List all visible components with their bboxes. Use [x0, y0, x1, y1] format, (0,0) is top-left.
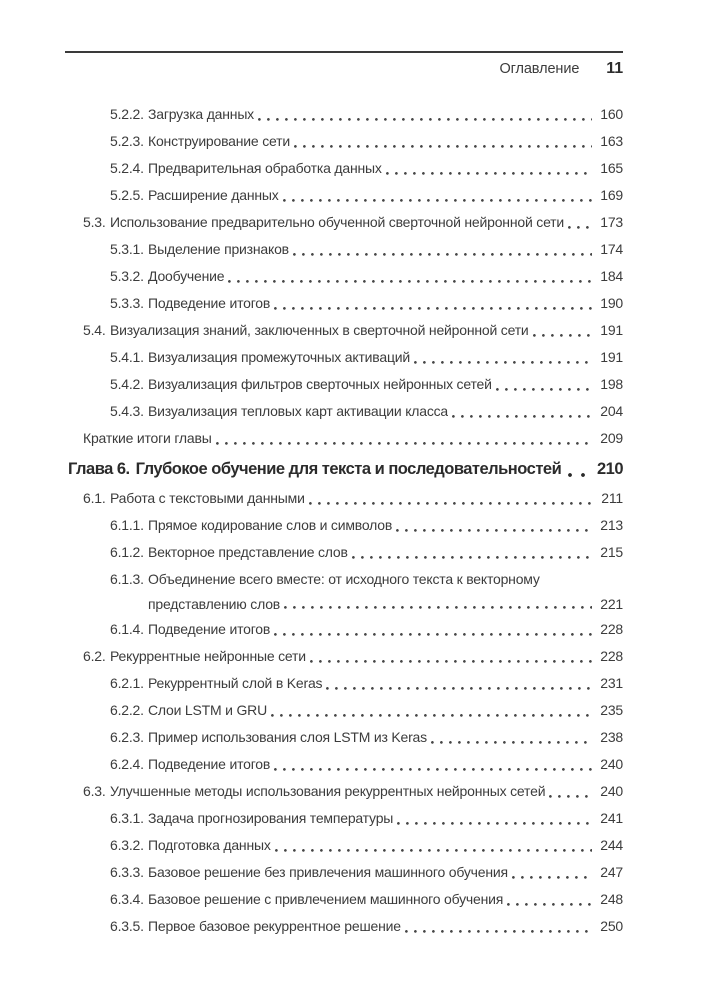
toc-entry-title: Объединение всего вместе: от исходного текста к векторному — [148, 571, 540, 587]
toc-entry — [65, 616, 623, 643]
toc-entry — [65, 236, 623, 263]
toc-entry-number: 5.3.1. — [110, 241, 144, 257]
dot-leader — [310, 660, 592, 663]
toc-entry-number: 6.3. — [83, 783, 106, 799]
toc-entry-title: Глубокое обучение для текста и последовательностей — [135, 460, 562, 478]
toc-entry-page: 204 — [600, 403, 623, 419]
dot-leader — [431, 741, 592, 744]
dot-leader — [283, 199, 592, 202]
toc-entry — [65, 913, 623, 940]
dot-leader — [309, 502, 592, 505]
toc-entry — [65, 751, 623, 778]
toc-entry-number: 6.2. — [83, 648, 106, 664]
dot-leader — [512, 876, 592, 879]
toc-entry-title: Рекуррентные нейронные сети — [110, 648, 306, 664]
toc-entry — [65, 832, 623, 859]
toc-entry — [65, 643, 623, 670]
toc-entry-page: 244 — [600, 837, 623, 853]
toc-entry-number: 6.3.5. — [110, 918, 144, 934]
toc-entry-page: 163 — [600, 133, 623, 149]
toc-entry — [65, 859, 623, 886]
dot-leader — [284, 606, 592, 609]
toc-entry — [65, 209, 623, 236]
toc-entry — [65, 425, 623, 452]
toc-entry-title: Расширение данных — [148, 187, 279, 203]
toc-entry-number: 6.1. — [83, 490, 106, 506]
toc-entry-number: 6.2.3. — [110, 729, 144, 745]
toc-entry-page: 248 — [600, 891, 623, 907]
toc-entry-number: Глава 6. — [68, 460, 130, 478]
toc-entry-title: Визуализация фильтров сверточных нейронных сетей — [148, 376, 492, 392]
toc-entry-page: 211 — [601, 490, 623, 506]
toc-entry-title: Выделение признаков — [148, 241, 289, 257]
toc-entry-page: 231 — [600, 675, 623, 691]
toc-entry — [65, 539, 623, 566]
toc-entry-number: 6.3.3. — [110, 864, 144, 880]
dot-leader — [405, 930, 592, 933]
dot-leader — [274, 307, 592, 310]
toc-entry-title: Улучшенные методы использования рекуррентных нейронных сетей — [110, 783, 546, 799]
toc-entry — [65, 670, 623, 697]
header-section-title: Оглавление — [499, 61, 580, 77]
toc-entry — [65, 805, 623, 832]
toc-entry — [65, 398, 623, 425]
dot-leader — [293, 253, 592, 256]
toc-entry-page: 209 — [600, 430, 623, 446]
dot-leader — [507, 903, 592, 906]
toc-entry-page: 215 — [600, 544, 623, 560]
toc-entry-page: 247 — [600, 864, 623, 880]
dot-leader — [271, 714, 592, 717]
toc-entry-title: Загрузка данных — [148, 106, 254, 122]
dot-leader — [397, 822, 592, 825]
dot-leader — [452, 415, 592, 418]
toc-entry-title: Пример использования слоя LSTM из Keras — [148, 729, 427, 745]
toc-entry-page: 184 — [600, 268, 623, 284]
toc-entry-title: Векторное представление слов — [148, 544, 348, 560]
toc-entry-title-continued: представлению слов — [148, 596, 281, 612]
toc-entry-title: Визуализация промежуточных активаций — [148, 349, 411, 365]
toc-entry — [65, 566, 623, 593]
toc-entry-page: 191 — [600, 349, 623, 365]
toc-entry-title: Визуализация тепловых карт активации класса — [148, 403, 449, 419]
dot-leader — [216, 442, 592, 445]
toc-entry-number: 5.2.2. — [110, 106, 144, 122]
toc-entry — [65, 182, 623, 209]
dot-leader — [274, 768, 592, 771]
toc-entry-title: Дообучение — [148, 268, 225, 284]
toc-entry-number: 6.1.2. — [110, 544, 144, 560]
toc-entry-number: 5.2.5. — [110, 187, 144, 203]
toc-entry-number: 5.3.2. — [110, 268, 144, 284]
dot-leader — [396, 529, 592, 532]
toc-entry-page: 240 — [600, 756, 623, 772]
table-of-contents — [65, 101, 623, 940]
toc-entry-number: 5.3. — [83, 214, 106, 230]
toc-entry — [65, 290, 623, 317]
toc-entry-number: 5.4.2. — [110, 376, 144, 392]
toc-entry-page: 228 — [600, 621, 623, 637]
toc-entry-page: 213 — [600, 517, 623, 533]
toc-entry-number: 6.1.3. — [110, 571, 144, 587]
dot-leader — [294, 145, 592, 148]
toc-entry-title: Рекуррентный слой в Keras — [148, 675, 323, 691]
toc-entry — [65, 155, 623, 182]
toc-entry — [65, 724, 623, 751]
dot-leader — [228, 280, 592, 283]
toc-entry-number: 5.3.3. — [110, 295, 144, 311]
toc-entry-title: Задача прогнозирования температуры — [148, 810, 394, 826]
toc-chapter-entry — [65, 454, 623, 484]
page-header — [65, 59, 623, 79]
toc-entry-number: 6.3.4. — [110, 891, 144, 907]
toc-entry-title: Предварительная обработка данных — [148, 160, 382, 176]
toc-entry-page: 173 — [600, 214, 623, 230]
toc-entry-page: 238 — [600, 729, 623, 745]
dot-leader — [549, 795, 592, 798]
toc-entry-title: Подведение итогов — [148, 621, 271, 637]
dot-leader — [275, 849, 592, 852]
dot-leader — [258, 118, 592, 121]
toc-entry-number: 6.2.2. — [110, 702, 144, 718]
toc-entry-page: 221 — [600, 596, 623, 612]
toc-entry — [65, 128, 623, 155]
dot-leader — [568, 226, 592, 229]
header-page-number: 11 — [606, 60, 623, 77]
dot-leader — [533, 334, 592, 337]
dot-leader — [326, 687, 592, 690]
toc-entry-number: 5.2.3. — [110, 133, 144, 149]
toc-entry — [65, 371, 623, 398]
toc-entry-title: Базовое решение с привлечением машинного обучения — [148, 891, 504, 907]
toc-entry-page: 235 — [600, 702, 623, 718]
toc-entry — [65, 101, 623, 128]
toc-entry — [65, 344, 623, 371]
toc-entry-page: 198 — [600, 376, 623, 392]
toc-entry-page: 169 — [600, 187, 623, 203]
toc-entry-page: 191 — [600, 322, 623, 338]
toc-entry-title: Слои LSTM и GRU — [148, 702, 267, 718]
toc-entry-number: 6.2.1. — [110, 675, 144, 691]
toc-entry-title: Прямое кодирование слов и символов — [148, 517, 393, 533]
toc-entry-page: 190 — [600, 295, 623, 311]
toc-entry-title: Работа с текстовыми данными — [110, 490, 305, 506]
dot-leader — [386, 172, 592, 175]
toc-entry-number: 5.4.3. — [110, 403, 144, 419]
toc-entry-page: 228 — [600, 648, 623, 664]
toc-entry-title: Подготовка данных — [148, 837, 271, 853]
toc-entry-title: Краткие итоги главы — [83, 430, 212, 446]
toc-entry-number: 6.2.4. — [110, 756, 144, 772]
toc-entry-page: 240 — [600, 783, 623, 799]
toc-entry-number: 5.4.1. — [110, 349, 144, 365]
toc-entry-number: 5.2.4. — [110, 160, 144, 176]
toc-entry-page: 160 — [600, 106, 623, 122]
toc-entry-number: 5.4. — [83, 322, 106, 338]
toc-entry-page: 174 — [600, 241, 623, 257]
toc-entry-title: Базовое решение без привлечения машинного обучения — [148, 864, 508, 880]
toc-entry-title: Использование предварительно обученной сверточной нейронной сети — [110, 214, 565, 230]
toc-entry-continuation — [65, 593, 623, 616]
toc-entry-number: 6.1.1. — [110, 517, 144, 533]
toc-entry-number: 6.3.2. — [110, 837, 144, 853]
toc-entry — [65, 778, 623, 805]
toc-entry — [65, 317, 623, 344]
dot-leader — [496, 388, 592, 391]
toc-entry-title: Первое базовое рекуррентное решение — [148, 918, 401, 934]
toc-entry-page: 210 — [596, 460, 623, 478]
toc-entry — [65, 697, 623, 724]
header-rule — [65, 51, 623, 53]
toc-entry-title: Визуализация знаний, заключенных в сверточной нейронной сети — [110, 322, 529, 338]
toc-entry — [65, 263, 623, 290]
toc-entry-page: 250 — [600, 918, 623, 934]
toc-entry-page: 165 — [600, 160, 623, 176]
dot-leader — [568, 473, 590, 477]
toc-entry — [65, 485, 623, 512]
dot-leader — [414, 361, 592, 364]
toc-entry-title: Подведение итогов — [148, 756, 271, 772]
toc-entry — [65, 512, 623, 539]
dot-leader — [352, 556, 592, 559]
toc-entry-number: 6.1.4. — [110, 621, 144, 637]
toc-entry-title: Подведение итогов — [148, 295, 271, 311]
toc-entry — [65, 886, 623, 913]
toc-entry-page: 241 — [600, 810, 623, 826]
toc-entry-number: 6.3.1. — [110, 810, 144, 826]
toc-entry-title: Конструирование сети — [148, 133, 290, 149]
dot-leader — [274, 633, 592, 636]
